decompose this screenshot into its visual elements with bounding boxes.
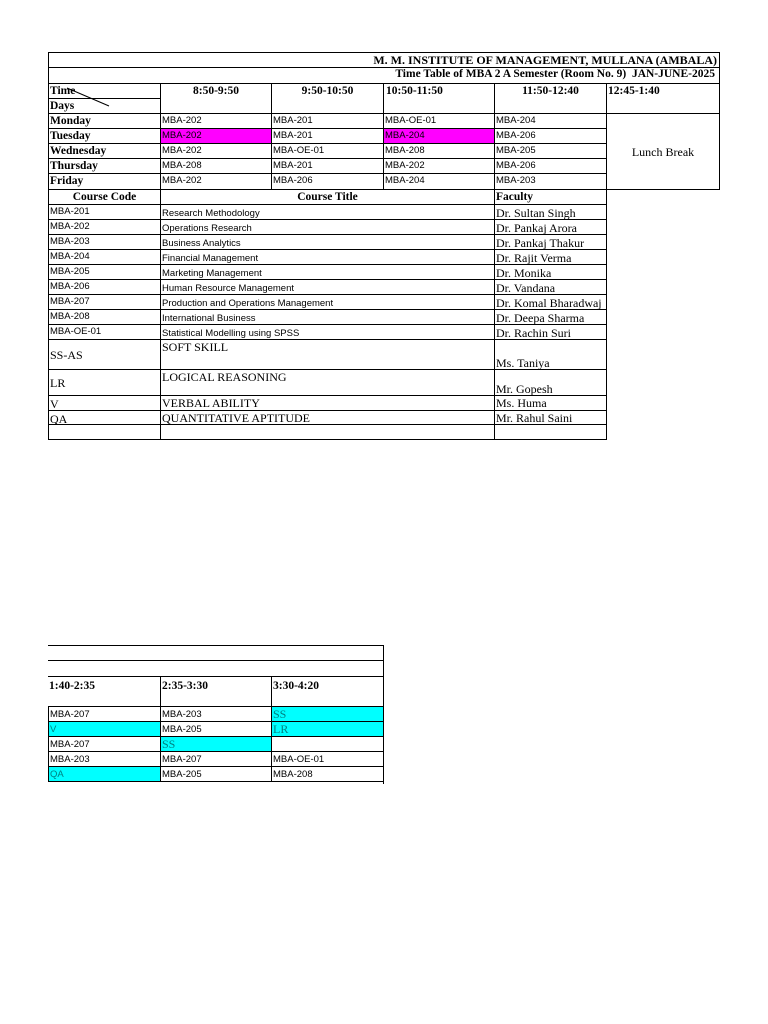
timetable-cell: MBA-202 bbox=[385, 160, 425, 171]
course-title: Human Resource Management bbox=[162, 283, 295, 294]
highlighted-cell bbox=[383, 128, 495, 144]
subtitle-cell bbox=[48, 67, 720, 84]
timetable-cell: MBA-202 bbox=[162, 145, 202, 156]
timetable-cell: MBA-208 bbox=[385, 145, 425, 156]
timetable-cell: MBA-206 bbox=[496, 130, 536, 141]
timetable-cell: MBA-204 bbox=[385, 130, 425, 141]
course-title: Research Methodology bbox=[162, 208, 260, 219]
course-code: MBA-206 bbox=[50, 281, 90, 292]
afternoon-slot-header-2: 2:35-3:30 bbox=[160, 676, 272, 707]
course-code-header: Course Code bbox=[48, 189, 161, 205]
faculty-name: Dr. Sultan Singh bbox=[496, 206, 576, 220]
highlighted-cell bbox=[271, 706, 384, 722]
day-label: Thursday bbox=[50, 160, 98, 172]
afternoon-cell-text: LR bbox=[273, 722, 289, 736]
timetable-cell: MBA-206 bbox=[273, 175, 313, 186]
highlighted-cell bbox=[48, 766, 161, 782]
slot-header-5: 12:45-1:40 bbox=[606, 83, 720, 114]
course-code: LR bbox=[50, 376, 66, 390]
diagonal-line-icon bbox=[49, 84, 161, 114]
session-label: JAN-JUNE-2025 bbox=[631, 68, 715, 80]
days-label: Days bbox=[50, 100, 75, 112]
course-title-header: Course Title bbox=[160, 189, 495, 205]
highlighted-cell bbox=[271, 721, 384, 737]
faculty-name: Dr. Rachin Suri bbox=[496, 326, 571, 340]
lunch-break-cell bbox=[606, 113, 720, 190]
afternoon-cell-text: MBA-205 bbox=[162, 724, 202, 735]
slot-header-4: 11:50-12:40 bbox=[494, 83, 607, 114]
afternoon-cell bbox=[160, 706, 272, 722]
afternoon-cell-text: SS bbox=[273, 707, 287, 721]
afternoon-cell-text: MBA-208 bbox=[273, 769, 313, 780]
course-title: QUANTITATIVE APTITUDE bbox=[162, 411, 311, 425]
faculty-name: Dr. Komal Bharadwaj bbox=[496, 296, 602, 310]
afternoon-cell-text: QA bbox=[50, 769, 64, 780]
day-label: Friday bbox=[50, 175, 84, 187]
lunch-break-label: Lunch Break bbox=[631, 145, 695, 159]
faculty-name: Dr. Monika bbox=[496, 266, 552, 280]
course-title: VERBAL ABILITY bbox=[162, 396, 260, 410]
slot-header-1: 8:50-9:50 bbox=[160, 83, 272, 114]
day-label: Tuesday bbox=[50, 130, 91, 142]
afternoon-cell-text: MBA-207 bbox=[50, 709, 90, 720]
afternoon-cell-text: MBA-203 bbox=[162, 709, 202, 720]
divider bbox=[48, 645, 384, 646]
timetable-cell: MBA-OE-01 bbox=[273, 145, 325, 156]
afternoon-cell bbox=[160, 751, 272, 767]
timetable-cell: MBA-205 bbox=[496, 145, 536, 156]
corner-divider bbox=[48, 98, 161, 99]
time-label: Time bbox=[50, 85, 76, 97]
afternoon-cell bbox=[48, 706, 161, 722]
afternoon-cell-text: MBA-203 bbox=[50, 754, 90, 765]
course-title: LOGICAL REASONING bbox=[162, 370, 287, 384]
course-title: Statistical Modelling using SPSS bbox=[162, 328, 300, 339]
course-title: SOFT SKILL bbox=[162, 340, 229, 354]
course-title: Business Analytics bbox=[162, 238, 241, 249]
course-title: Financial Management bbox=[162, 253, 259, 264]
divider bbox=[48, 660, 384, 661]
afternoon-cell bbox=[48, 736, 161, 752]
afternoon-slot-header-1: 1:40-2:35 bbox=[48, 676, 161, 707]
timetable-cell: MBA-202 bbox=[162, 175, 202, 186]
course-title: Marketing Management bbox=[162, 268, 262, 279]
course-code: MBA-201 bbox=[50, 206, 90, 217]
course-code: MBA-202 bbox=[50, 221, 90, 232]
empty-cell bbox=[48, 424, 161, 440]
faculty-name: Dr. Deepa Sharma bbox=[496, 311, 585, 325]
faculty-name: Dr. Pankaj Thakur bbox=[496, 236, 585, 250]
faculty-name: Dr. Pankaj Arora bbox=[496, 221, 577, 235]
course-code: MBA-204 bbox=[50, 251, 90, 262]
course-code: MBA-205 bbox=[50, 266, 90, 277]
afternoon-cell bbox=[271, 751, 384, 767]
course-code: MBA-208 bbox=[50, 311, 90, 322]
faculty-name: Mr. Gopesh bbox=[496, 382, 553, 396]
timetable-cell: MBA-201 bbox=[273, 115, 313, 126]
course-code: SS-AS bbox=[50, 348, 83, 362]
highlighted-cell bbox=[160, 128, 272, 144]
course-title: Production and Operations Management bbox=[162, 298, 334, 309]
course-code: V bbox=[50, 397, 59, 411]
afternoon-slot-header-3: 3:30-4:20 bbox=[271, 676, 384, 707]
course-code: MBA-207 bbox=[50, 296, 90, 307]
afternoon-cell bbox=[271, 736, 384, 752]
faculty-header: Faculty bbox=[494, 189, 607, 205]
day-label: Wednesday bbox=[50, 145, 107, 157]
afternoon-cell-text: MBA-207 bbox=[162, 754, 202, 765]
afternoon-cell-text: SS bbox=[162, 737, 176, 751]
afternoon-cell-text: V bbox=[50, 724, 57, 735]
highlighted-cell bbox=[160, 736, 272, 752]
institute-title-cell bbox=[48, 52, 720, 68]
timetable-cell: MBA-204 bbox=[385, 175, 425, 186]
timetable-subtitle: Time Table of MBA 2 A Semester (Room No. 9) bbox=[395, 68, 627, 80]
highlighted-cell bbox=[48, 721, 161, 737]
slot-header-2: 9:50-10:50 bbox=[271, 83, 384, 114]
institute-title: M. M. INSTITUTE OF MANAGEMENT, MULLANA (AMBALA) bbox=[373, 53, 717, 67]
timetable-cell: MBA-208 bbox=[162, 160, 202, 171]
faculty-name: Dr. Rajit Verma bbox=[496, 251, 572, 265]
faculty-name: Ms. Taniya bbox=[496, 356, 550, 370]
timetable-cell: MBA-OE-01 bbox=[385, 115, 437, 126]
afternoon-cell-text: MBA-OE-01 bbox=[273, 754, 325, 765]
afternoon-cell bbox=[48, 751, 161, 767]
faculty-name: Mr. Rahul Saini bbox=[496, 411, 573, 425]
empty-cell bbox=[494, 424, 607, 440]
course-title: Operations Research bbox=[162, 223, 252, 234]
faculty-name: Ms. Huma bbox=[496, 396, 547, 410]
timetable-cell: MBA-206 bbox=[496, 160, 536, 171]
timetable-cell: MBA-204 bbox=[496, 115, 536, 126]
faculty-name: Dr. Vandana bbox=[496, 281, 556, 295]
slot-header-3: 10:50-11:50 bbox=[383, 83, 495, 114]
timetable-cell: MBA-202 bbox=[162, 130, 202, 141]
course-code: MBA-OE-01 bbox=[50, 326, 102, 337]
timetable-cell: MBA-202 bbox=[162, 115, 202, 126]
course-code: MBA-203 bbox=[50, 236, 90, 247]
afternoon-cell-text: MBA-207 bbox=[50, 739, 90, 750]
timetable-cell: MBA-201 bbox=[273, 160, 313, 171]
day-label: Monday bbox=[50, 115, 91, 127]
timetable-cell: MBA-203 bbox=[496, 175, 536, 186]
course-code: QA bbox=[50, 412, 68, 425]
empty-cell bbox=[160, 424, 495, 440]
afternoon-cell bbox=[271, 766, 384, 782]
afternoon-cell bbox=[160, 766, 272, 782]
course-title: International Business bbox=[162, 313, 256, 324]
timetable-cell: MBA-201 bbox=[273, 130, 313, 141]
afternoon-cell bbox=[160, 721, 272, 737]
afternoon-cell-text: MBA-205 bbox=[162, 769, 202, 780]
